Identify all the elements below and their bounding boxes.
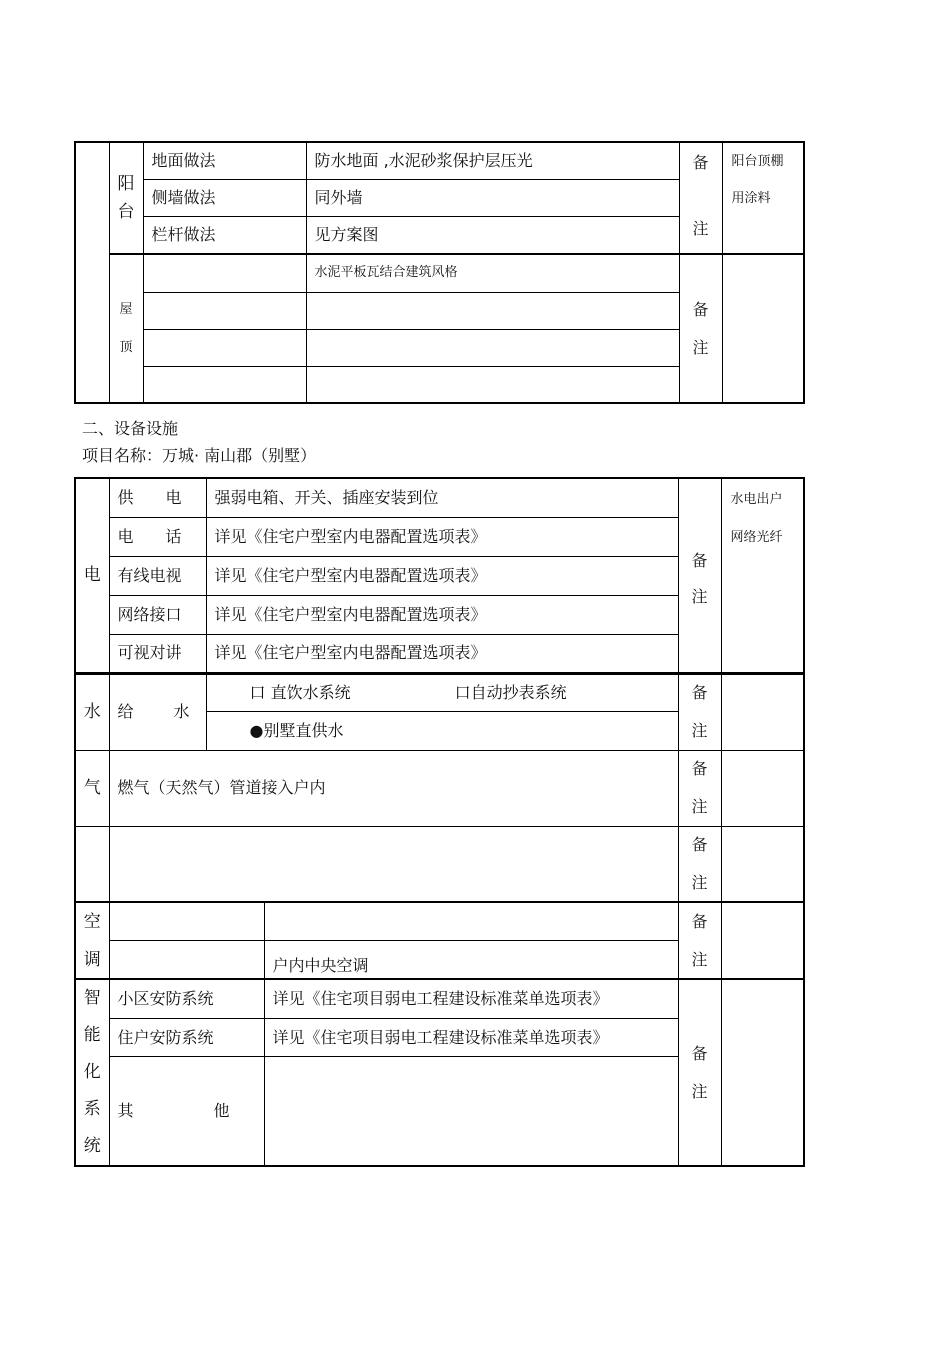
roof-item-4 — [143, 366, 306, 403]
blank-remark — [721, 826, 804, 902]
ac-note: 备 注 — [678, 902, 721, 979]
balcony-remark: 阳台顶棚 用涂料 — [722, 142, 804, 254]
blank-value — [109, 826, 678, 902]
other-item: 其 他 — [109, 1057, 264, 1166]
section-title: 二、设备设施 — [82, 419, 179, 438]
balcony-railing-value: 见方案图 — [306, 216, 679, 254]
villa-direct-water: ●别墅直供水 — [206, 711, 678, 750]
household-security-item: 住户安防系统 — [109, 1018, 264, 1056]
balcony-note: 备 注 — [679, 142, 722, 254]
household-security-value: 详见《住宅项目弱电工程建设标准菜单选项表》 — [264, 1018, 678, 1056]
roof-note: 备 注 — [679, 254, 722, 403]
auto-meter-option: 口自动抄表系统 — [454, 682, 567, 702]
roof-item-1 — [143, 254, 306, 292]
intercom-item: 可视对讲 — [109, 634, 206, 673]
blank-label — [75, 826, 109, 902]
project-name: 项目名称：万城· 南山郡（别墅） — [82, 446, 317, 465]
electric-label: 电 — [75, 478, 109, 673]
community-security-value: 详见《住宅项目弱电工程建设标准菜单选项表》 — [264, 979, 678, 1018]
gas-label: 气 — [75, 750, 109, 826]
balcony-label: 阳 台 — [109, 142, 143, 254]
water-note: 备 注 — [678, 673, 721, 750]
balcony-sidewall-item: 侧墙做法 — [143, 179, 306, 216]
balcony-floor-item: 地面做法 — [143, 142, 306, 179]
gas-remark — [721, 750, 804, 826]
ac-label: 空 调 — [75, 902, 109, 979]
roof-value-2 — [306, 292, 679, 329]
water-label: 水 — [75, 673, 109, 750]
balcony-roof-table — [74, 141, 805, 404]
electric-supply-value: 强弱电箱、开关、插座安装到位 — [206, 478, 678, 517]
telephone-item: 电 话 — [109, 517, 206, 556]
smart-note: 备 注 — [678, 979, 721, 1166]
roof-value: 水泥平板瓦结合建筑风格 — [306, 254, 679, 292]
balcony-sidewall-value: 同外墙 — [306, 179, 679, 216]
ac-value-1 — [264, 902, 678, 940]
roof-value-4 — [306, 366, 679, 403]
telephone-value: 详见《住宅户型室内电器配置选项表》 — [206, 517, 678, 556]
intercom-value: 详见《住宅户型室内电器配置选项表》 — [206, 634, 678, 673]
balcony-floor-value: 防水地面 ,水泥砂浆保护层压光 — [306, 142, 679, 179]
water-options-row — [206, 673, 678, 711]
roof-remark — [722, 254, 804, 403]
roof-value-3 — [306, 329, 679, 366]
electric-supply-item: 供 电 — [109, 478, 206, 517]
network-value: 详见《住宅户型室内电器配置选项表》 — [206, 595, 678, 634]
cable-tv-item: 有线电视 — [109, 556, 206, 595]
other-value — [264, 1057, 678, 1166]
equipment-table — [74, 477, 805, 1167]
roof-label: 屋 顶 — [109, 254, 143, 403]
ac-item-2 — [109, 940, 264, 979]
water-remark — [721, 673, 804, 750]
water-supply-item: 给 水 — [109, 673, 206, 750]
smart-label: 智 能 化 系 统 — [75, 979, 109, 1166]
blank-left-cell — [75, 142, 109, 403]
roof-item-3 — [143, 329, 306, 366]
cable-tv-value: 详见《住宅户型室内电器配置选项表》 — [206, 556, 678, 595]
direct-drinking-option: 口 直饮水系统 — [249, 682, 351, 702]
balcony-railing-item: 栏杆做法 — [143, 216, 306, 254]
roof-item-2 — [143, 292, 306, 329]
blank-note: 备 注 — [678, 826, 721, 902]
electric-note: 备 注 — [678, 478, 721, 673]
network-item: 网络接口 — [109, 595, 206, 634]
ac-item-1 — [109, 902, 264, 940]
smart-remark — [721, 979, 804, 1166]
gas-value: 燃气（天然气）管道接入户内 — [109, 750, 678, 826]
community-security-item: 小区安防系统 — [109, 979, 264, 1018]
gas-note: 备 注 — [678, 750, 721, 826]
electric-remark: 水电出户 网络光纤 — [721, 478, 804, 673]
ac-value: 户内中央空调 — [264, 940, 678, 979]
ac-remark — [721, 902, 804, 979]
